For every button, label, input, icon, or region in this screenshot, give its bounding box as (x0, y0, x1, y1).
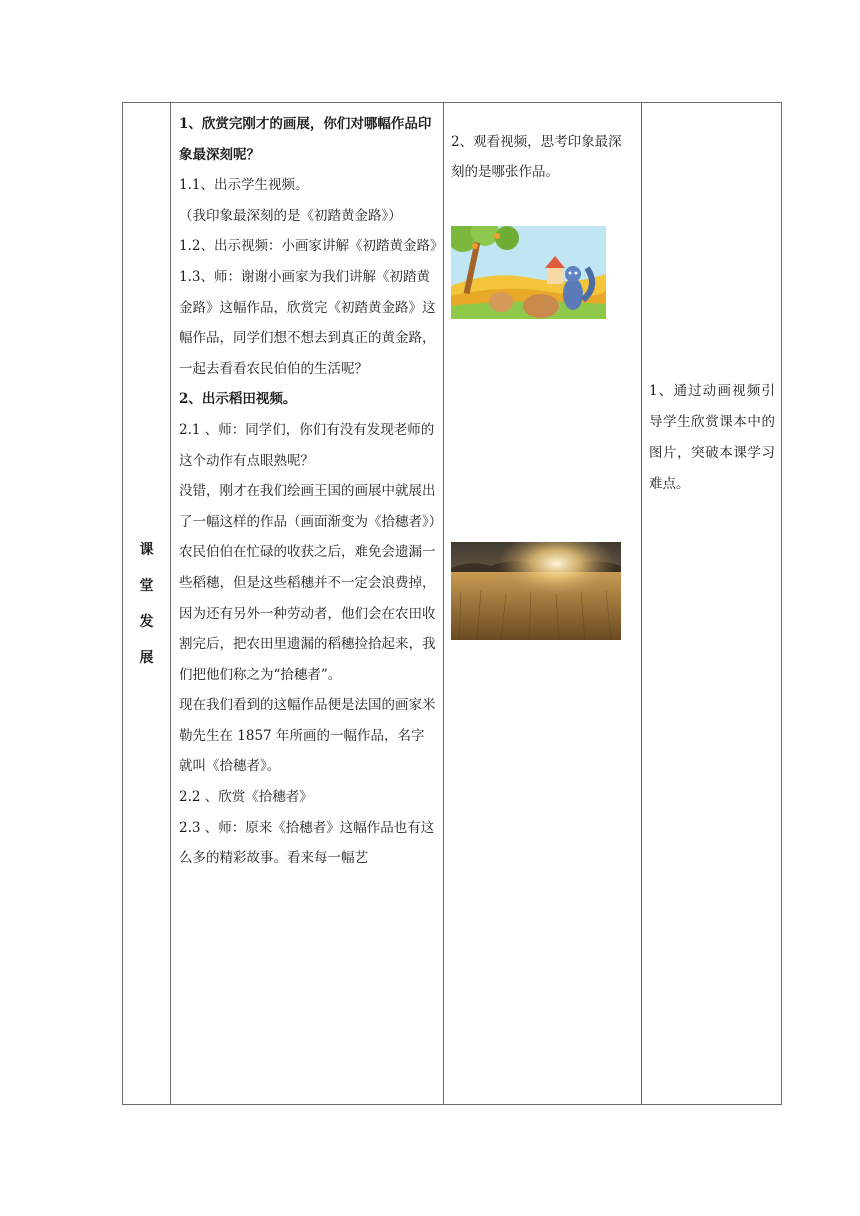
rice-field-photo (451, 542, 621, 640)
activity-paragraph: 2.3 、师：原来《拾穗者》这幅作品也有这么多的精彩故事。看来每一幅艺 (179, 819, 435, 867)
activity-paragraph: 2.2 、欣赏《拾穗者》 (179, 789, 313, 806)
activity-paragraph: 没错，刚才在我们绘画王国的画展中就展出了一幅这样的作品（画面渐变为《拾穗者》） (179, 483, 443, 530)
stage-cell (123, 103, 171, 1105)
lesson-plan-table (122, 102, 782, 1105)
teacher-activity-cell (171, 103, 444, 1105)
student-activity-cell (444, 103, 642, 1105)
cartoon-illustration-image (451, 226, 606, 319)
activity-paragraph: 2.1 、师：同学们，你们有没有发现老师的这个动作有点眼熟呢？ (179, 421, 435, 469)
activity-paragraph: 1.2、出示视频：小画家讲解《初踏黄金路》 (179, 238, 444, 255)
design-intent-text: 1、通过动画视频引导学生欣赏课本中的图片，突破本课学习难点。 (649, 383, 775, 492)
student-activity-text: 2、观看视频，思考印象最深刻的是哪张作品。 (451, 134, 622, 180)
stage-char: 堂 (139, 577, 154, 594)
activity-paragraph: 1、欣赏完刚才的画展，你们对哪幅作品印象最深刻呢？ (179, 116, 432, 163)
activity-paragraph: 1.3、师：谢谢小画家为我们讲解《初踏黄金路》这幅作品，欣赏完《初踏黄金路》这幅作品，同学们想不想去到真正的黄金路，一起去看看农民伯伯的生活呢？ (179, 268, 436, 377)
activity-paragraph: 1.1、出示学生视频。 (179, 177, 309, 194)
design-intent-cell (642, 103, 782, 1105)
stage-char: 课 (139, 541, 154, 558)
activity-paragraph: 农民伯伯在忙碌的收获之后，难免会遗漏一些稻穗，但是这些稻穗并不一定会浪费掉，因为还有另外一种劳动者，他们会在农田收割完后，把农田里遗漏的稻穗捡拾起来，我们把他们称之为“拾穗者”。 (179, 544, 436, 683)
stage-char: 发 (139, 613, 154, 630)
activity-paragraph: （我印象最深刻的是《初踏黄金路》） (179, 207, 402, 224)
stage-char: 展 (139, 649, 154, 666)
activity-paragraph: 现在我们看到的这幅作品便是法国的画家米勒先生在 1857 年所画的一幅作品，名字就叫《拾穗者》。 (179, 697, 436, 775)
activity-paragraph: 2、出示稻田视频。 (179, 391, 297, 408)
